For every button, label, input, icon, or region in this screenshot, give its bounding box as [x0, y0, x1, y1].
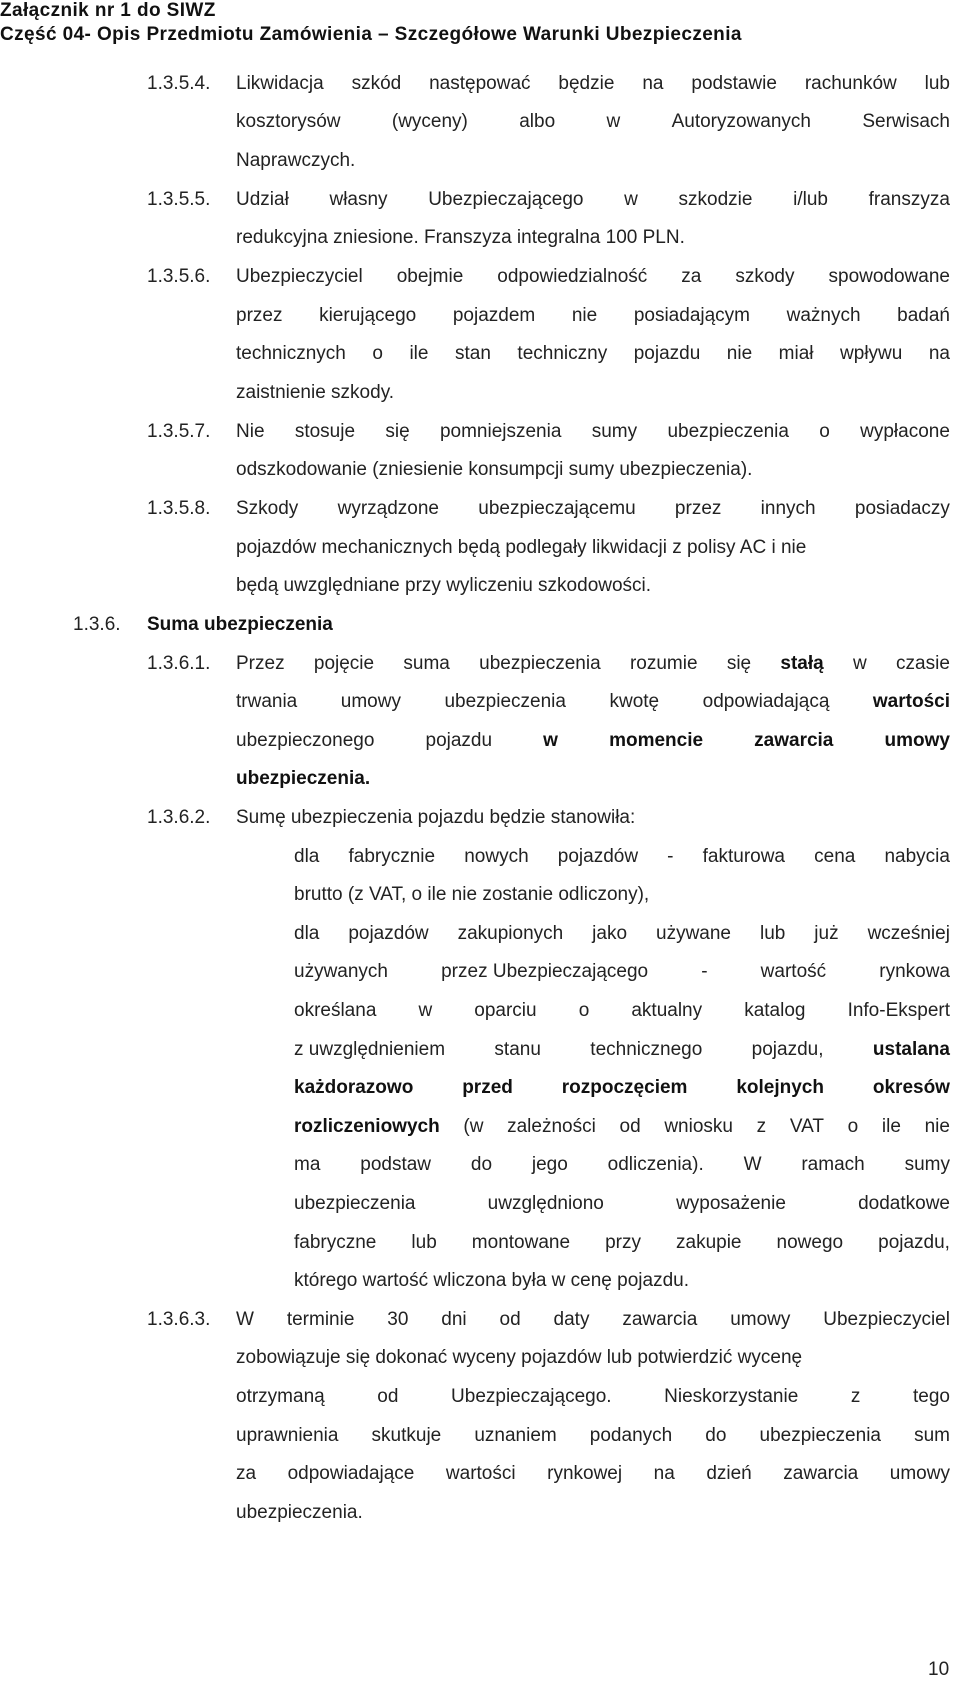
paragraph-line — [236, 1462, 950, 1486]
paragraph-line — [294, 1153, 950, 1177]
word: odpowiadające — [287, 1463, 415, 1484]
word: tego — [912, 1386, 950, 1407]
bold-text: ustalana — [872, 1039, 950, 1060]
word: wyrządzone — [337, 498, 439, 519]
paragraph-line — [236, 72, 950, 96]
word: katalog — [744, 1000, 806, 1021]
word: podstaw — [360, 1154, 432, 1175]
word: franszyza — [868, 189, 950, 210]
word: za — [681, 266, 702, 287]
word: Serwisach — [862, 111, 950, 132]
bold-word: w — [543, 730, 558, 751]
word: w — [606, 111, 621, 132]
word: czasie — [896, 653, 950, 674]
paragraph-line — [236, 729, 950, 753]
paragraph-line — [294, 960, 950, 984]
paragraph-line: zobowiązuje się dokonać wyceny pojazdów lub potwierdzić wycenę — [236, 1347, 803, 1368]
word: posiadającym — [633, 305, 750, 326]
word: z — [850, 1386, 861, 1407]
word: pojazdów — [557, 846, 639, 867]
word: ubezpieczenia — [294, 1193, 416, 1214]
paragraph-line — [236, 497, 950, 521]
word: dla — [294, 923, 320, 944]
word: aktualny — [631, 1000, 703, 1021]
word: odliczenia). — [607, 1154, 704, 1175]
word: obejmie — [396, 266, 464, 287]
section-number: 1.3.6. — [73, 614, 121, 635]
paragraph-line: pojazdów mechanicznych będą podlegały likwidacji z polisy AC i nie — [236, 537, 807, 558]
word: Ubezpieczyciel — [823, 1309, 950, 1330]
word: umowy — [340, 691, 401, 712]
word: się — [385, 421, 410, 442]
item-number: 1.3.5.5. — [147, 189, 211, 210]
word: wyposażenie — [676, 1193, 786, 1214]
header-line-1: Załącznik nr 1 do SIWZ — [0, 0, 216, 21]
word: fabrycznie — [348, 846, 436, 867]
word: rachunków — [804, 73, 897, 94]
word: lub — [924, 73, 950, 94]
word: miał — [778, 343, 814, 364]
paragraph-line — [236, 304, 950, 328]
word: ile — [881, 1116, 901, 1137]
word: nowego — [776, 1232, 844, 1253]
paragraph-line — [236, 188, 950, 212]
word: na — [642, 73, 664, 94]
paragraph-line — [294, 1076, 950, 1100]
paragraph-line: zaistnienie szkody. — [236, 382, 395, 403]
word: zakupionych — [457, 923, 564, 944]
word: wartość — [760, 961, 827, 982]
paragraph-line: ubezpieczenia. — [236, 1502, 363, 1523]
word: Likwidacja — [236, 73, 324, 94]
word: pojęcie — [313, 653, 375, 674]
word: do — [470, 1154, 493, 1175]
word: sumy — [591, 421, 638, 442]
word: sum — [914, 1425, 950, 1446]
word: i/lub — [793, 189, 828, 210]
word: skutkuje — [371, 1425, 442, 1446]
word: otrzymaną — [236, 1386, 325, 1407]
word: nabycia — [884, 846, 950, 867]
word: przez — [674, 498, 722, 519]
word: odpowiadającą — [702, 691, 830, 712]
item-number: 1.3.5.6. — [147, 266, 211, 287]
word: wartości — [445, 1463, 516, 1484]
word: Przez — [236, 653, 285, 674]
word: sumy — [904, 1154, 950, 1175]
word: ile — [409, 343, 429, 364]
word: VAT — [789, 1116, 824, 1137]
word: ubezpieczonego — [236, 730, 375, 751]
paragraph-line — [294, 1231, 950, 1255]
word: ubezpieczenia — [479, 653, 601, 674]
item-number: 1.3.5.8. — [147, 498, 211, 519]
word: - — [667, 846, 674, 867]
paragraph-line: odszkodowanie (zniesienie konsumpcji sumy ubezpieczenia). — [236, 459, 753, 480]
page-number: 10 — [928, 1659, 950, 1680]
item-number: 1.3.5.7. — [147, 421, 211, 442]
word: badań — [897, 305, 950, 326]
word: stan — [454, 343, 491, 364]
paragraph-line — [236, 1385, 950, 1409]
paragraph-line — [236, 1424, 950, 1448]
word: jego — [531, 1154, 568, 1175]
word: stanu — [494, 1039, 541, 1060]
word: do — [705, 1425, 727, 1446]
word: umowy — [730, 1309, 791, 1330]
word: przez — [236, 305, 283, 326]
word: szkody — [735, 266, 795, 287]
word: lub — [759, 923, 786, 944]
word: o — [819, 421, 830, 442]
word: fakturowa — [702, 846, 785, 867]
word: ma — [294, 1154, 321, 1175]
bold-word: umowy — [884, 730, 950, 751]
word: odpowiedzialność — [497, 266, 648, 287]
word: zależności — [507, 1116, 596, 1137]
word: z uwzględnieniem — [294, 1039, 446, 1060]
word: na — [653, 1463, 675, 1484]
word: wpływu — [840, 343, 903, 364]
word: będzie — [558, 73, 615, 94]
word: pojazdu — [425, 730, 493, 751]
word: szkodzie — [678, 189, 753, 210]
word: z — [756, 1116, 767, 1137]
word: albo — [519, 111, 556, 132]
word: o — [578, 1000, 590, 1021]
word: od — [619, 1116, 641, 1137]
word: podstawie — [691, 73, 777, 94]
bold-word: momencie — [609, 730, 704, 751]
word: Ubezpieczającego — [428, 189, 584, 210]
word: technicznych — [236, 343, 346, 364]
word: - — [701, 961, 708, 982]
word: cena — [814, 846, 856, 867]
word: już — [814, 923, 839, 944]
paragraph-line: Sumę ubezpieczenia pojazdu będzie stanowiła: — [236, 807, 636, 828]
bold-word: zawarcia — [754, 730, 834, 751]
word: okresów — [872, 1077, 950, 1098]
word: nowych — [464, 846, 529, 867]
bold-text: ubezpieczenia. — [236, 768, 371, 789]
word: dodatkowe — [858, 1193, 950, 1214]
word: umowy — [889, 1463, 950, 1484]
word: uprawnienia — [236, 1425, 339, 1446]
paragraph-line: będą uwzględniane przy wyliczeniu szkodowości. — [236, 575, 652, 596]
word: uwzględniono — [487, 1193, 604, 1214]
word: pojazdu, — [751, 1039, 824, 1060]
word: rynkowa — [879, 961, 950, 982]
paragraph-line: redukcyjna zniesione. Franszyza integralna 100 PLN. — [236, 227, 685, 248]
word: Info-Ekspert — [847, 1000, 950, 1021]
word: Nieskorzystanie — [664, 1386, 799, 1407]
word: (wyceny) — [391, 111, 468, 132]
paragraph-line — [236, 110, 950, 134]
word: terminie — [286, 1309, 355, 1330]
word: Udział — [236, 189, 289, 210]
word: lub — [411, 1232, 437, 1253]
word: od — [499, 1309, 521, 1330]
word: W — [236, 1309, 254, 1330]
word: w — [853, 653, 867, 674]
bold-text: rozliczeniowych — [294, 1116, 440, 1137]
paragraph-line — [294, 1038, 950, 1062]
word: innych — [760, 498, 816, 519]
word: od — [377, 1386, 399, 1407]
word: w — [624, 189, 638, 210]
word: określana — [294, 1000, 377, 1021]
item-number: 1.3.6.1. — [147, 653, 211, 674]
word: następować — [429, 73, 531, 94]
word: zakupie — [676, 1232, 742, 1253]
word: trwania — [236, 691, 298, 712]
word: rozumie — [629, 653, 698, 674]
word: ramach — [801, 1154, 865, 1175]
paragraph-line — [236, 1308, 950, 1332]
paragraph-line — [236, 652, 950, 676]
word: Nie — [236, 421, 265, 442]
paragraph-line — [294, 922, 950, 946]
word: W — [743, 1154, 762, 1175]
word: używane — [656, 923, 731, 944]
paragraph-line — [294, 845, 950, 869]
paragraph-line — [294, 1192, 950, 1216]
word: pojazdu — [633, 343, 701, 364]
word: Autoryzowanych — [671, 111, 811, 132]
word: posiadaczy — [854, 498, 950, 519]
word: ubezpieczenia — [759, 1425, 881, 1446]
word: nie — [924, 1116, 950, 1137]
paragraph-line — [294, 1115, 950, 1139]
word: nie — [571, 305, 598, 326]
word: za — [236, 1463, 257, 1484]
word: pojazdem — [452, 305, 536, 326]
word: przez Ubezpieczającego — [441, 961, 649, 982]
word: dzień — [706, 1463, 752, 1484]
word: własny — [329, 189, 388, 210]
word: Szkody — [236, 498, 299, 519]
word: montowane — [471, 1232, 571, 1253]
paragraph-line: brutto (z VAT, o ile nie zostanie odliczony), — [294, 884, 650, 905]
word: ubezpieczenia — [444, 691, 566, 712]
paragraph-line — [236, 342, 950, 366]
word: pojazdu, — [878, 1232, 950, 1253]
word: o — [372, 343, 383, 364]
word: stosuje — [294, 421, 356, 442]
word: technicznego — [590, 1039, 703, 1060]
word: używanych — [294, 961, 388, 982]
word: zawarcia — [783, 1463, 859, 1484]
word: ubezpieczenia — [667, 421, 789, 442]
word: jako — [592, 923, 628, 944]
word: dla — [294, 846, 320, 867]
word: wcześniej — [867, 923, 950, 944]
word: wniosku — [664, 1116, 733, 1137]
word: dni — [441, 1309, 467, 1330]
word: szkód — [351, 73, 402, 94]
word: fabryczne — [294, 1232, 377, 1253]
word: na — [928, 343, 950, 364]
word: przed — [462, 1077, 513, 1098]
word: suma — [403, 653, 450, 674]
word: pomniejszenia — [439, 421, 562, 442]
paragraph-line — [236, 265, 950, 289]
word: w — [418, 1000, 433, 1021]
header-line-2: Część 04- Opis Przedmiotu Zamówienia – Szczegółowe Warunki Ubezpieczenia — [0, 24, 742, 45]
word: oparciu — [474, 1000, 537, 1021]
word: techniczny — [517, 343, 608, 364]
word: Ubezpieczyciel — [236, 266, 363, 287]
paragraph-line — [236, 690, 950, 714]
word: (w — [463, 1116, 484, 1137]
word: rynkowej — [547, 1463, 623, 1484]
word: daty — [553, 1309, 590, 1330]
bold-text: wartości — [872, 691, 950, 712]
word: zawarcia — [622, 1309, 698, 1330]
word: ubezpieczającemu — [478, 498, 636, 519]
bold-text: stałą — [780, 653, 824, 674]
word: Ubezpieczającego. — [451, 1386, 612, 1407]
section-title: Suma ubezpieczenia — [147, 614, 333, 635]
word: podanych — [589, 1425, 673, 1446]
word: uznaniem — [474, 1425, 557, 1446]
word: rozpoczęciem — [561, 1077, 688, 1098]
word: kierującego — [319, 305, 417, 326]
word: każdorazowo — [294, 1077, 414, 1098]
word: kolejnych — [736, 1077, 824, 1098]
word: kwotę — [609, 691, 660, 712]
paragraph-line: Naprawczych. — [236, 150, 356, 171]
paragraph-line: którego wartość wliczona była w cenę pojazdu. — [294, 1270, 689, 1291]
item-number: 1.3.6.3. — [147, 1309, 211, 1330]
word: ważnych — [786, 305, 861, 326]
word: się — [726, 653, 752, 674]
paragraph-line — [294, 999, 950, 1023]
word: pojazdów — [348, 923, 429, 944]
word: o — [847, 1116, 859, 1137]
item-number: 1.3.5.4. — [147, 73, 211, 94]
word: 30 — [387, 1309, 409, 1330]
word: wypłacone — [860, 421, 950, 442]
word: przy — [605, 1232, 641, 1253]
item-number: 1.3.6.2. — [147, 807, 211, 828]
word: nie — [726, 343, 753, 364]
word: kosztorysów — [236, 111, 341, 132]
paragraph-line — [236, 420, 950, 444]
word: spowodowane — [828, 266, 950, 287]
